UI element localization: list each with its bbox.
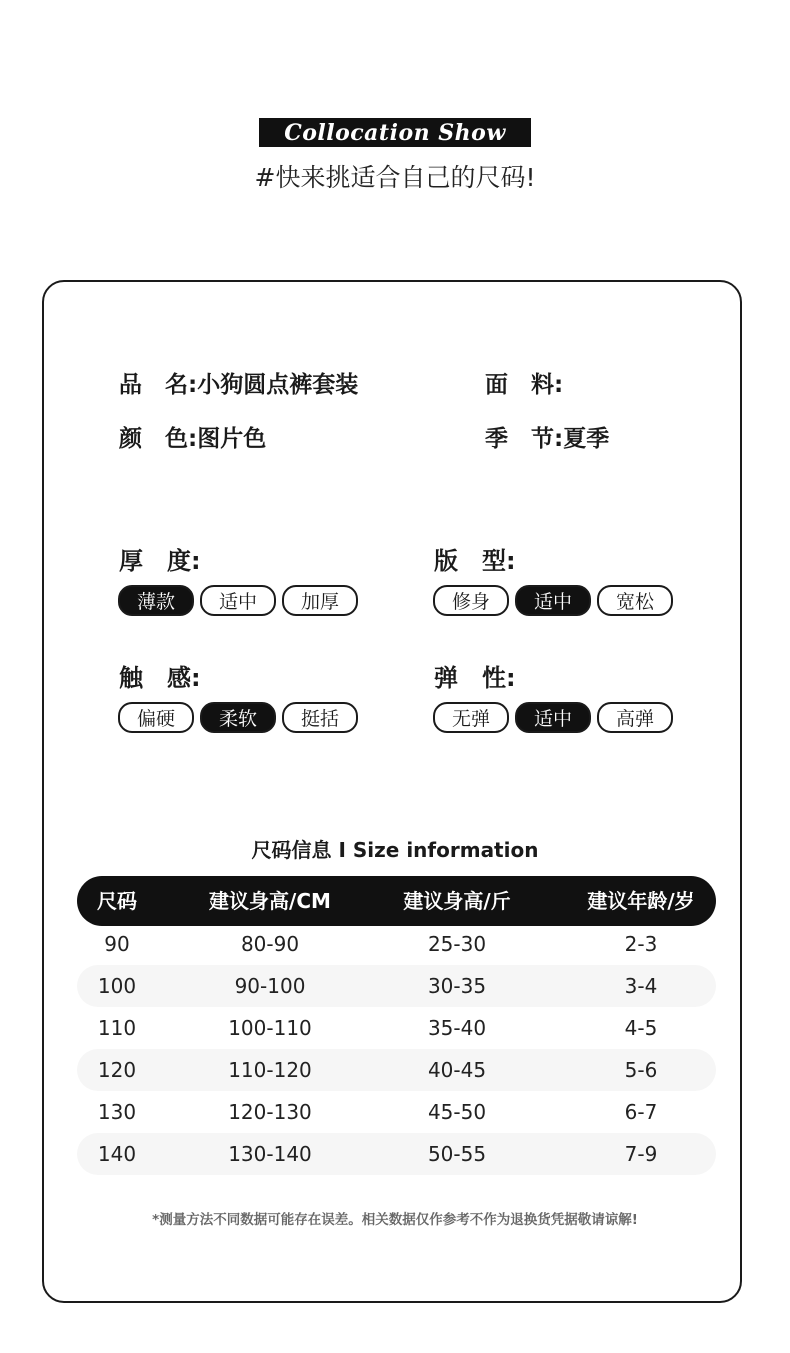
header-weight-jin: 建议身高/斤 [403,889,511,913]
size-table-header [77,876,716,926]
cell-size: 140 [97,1142,137,1166]
cell-weight: 25-30 [427,932,487,956]
color-row [119,420,266,453]
thickness-option-thick: 加厚 [282,585,358,616]
fabric-row [485,366,563,399]
touch-options [118,702,358,733]
cell-height: 130-140 [228,1142,312,1166]
season-value: 夏季 [563,426,610,452]
fit-title: 版 型: [434,547,516,575]
cell-weight: 40-45 [427,1058,487,1082]
measurement-disclaimer: *测量方法不同数据可能存在误差。相关数据仅作参考不作为退换货凭据敬请谅解! [152,1212,638,1228]
touch-option-soft: 柔软 [200,702,276,733]
cell-height: 100-110 [228,1016,312,1040]
product-name-value: 小狗圆点裤套装 [197,372,359,398]
season-label: 季 节: [485,426,564,452]
cell-age: 5-6 [624,1058,658,1082]
elasticity-option-none: 无弹 [433,702,509,733]
header-size: 尺码 [97,889,137,913]
table-row [77,923,716,965]
size-pick-subtitle: #快来挑适合自己的尺码! [254,163,536,192]
cell-weight: 35-40 [427,1016,487,1040]
season-row [485,420,609,453]
table-row [77,1049,716,1091]
thickness-title: 厚 度: [119,547,201,575]
cell-size: 90 [104,932,130,956]
table-row [77,1091,716,1133]
cell-height: 110-120 [228,1058,312,1082]
cell-size: 130 [97,1100,137,1124]
fit-option-loose: 宽松 [597,585,673,616]
fit-option-regular: 适中 [515,585,591,616]
cell-age: 6-7 [624,1100,658,1124]
cell-age: 7-9 [624,1142,658,1166]
cell-height: 90-100 [234,974,306,998]
table-row [77,965,716,1007]
fit-options [433,585,673,616]
cell-age: 3-4 [624,974,658,998]
table-row [77,1007,716,1049]
touch-title: 触 感: [119,664,201,692]
cell-weight: 30-35 [427,974,487,998]
fabric-label: 面 料: [485,372,564,398]
header-age: 建议年龄/岁 [587,889,695,913]
cell-size: 110 [97,1016,137,1040]
touch-option-stiff: 偏硬 [118,702,194,733]
fit-option-slim: 修身 [433,585,509,616]
product-name-label: 品 名: [119,372,198,398]
cell-height: 80-90 [240,932,300,956]
size-info-title: 尺码信息 I Size information [251,838,539,862]
header-height-cm: 建议身高/CM [209,889,331,913]
thickness-option-medium: 适中 [200,585,276,616]
elasticity-options [433,702,673,733]
cell-age: 4-5 [624,1016,658,1040]
cell-weight: 50-55 [427,1142,487,1166]
elasticity-option-medium: 适中 [515,702,591,733]
color-value: 图片色 [197,426,267,452]
color-label: 颜 色: [119,426,198,452]
cell-height: 120-130 [228,1100,312,1124]
collocation-show-badge: Collocation Show [259,118,531,147]
cell-size: 120 [97,1058,137,1082]
cell-weight: 45-50 [427,1100,487,1124]
elasticity-title: 弹 性: [434,664,516,692]
thickness-options [118,585,358,616]
touch-option-crisp: 挺括 [282,702,358,733]
elasticity-option-high: 高弹 [597,702,673,733]
thickness-option-thin: 薄款 [118,585,194,616]
cell-size: 100 [97,974,137,998]
table-row [77,1133,716,1175]
cell-age: 2-3 [624,932,658,956]
product-name-row [119,366,358,399]
